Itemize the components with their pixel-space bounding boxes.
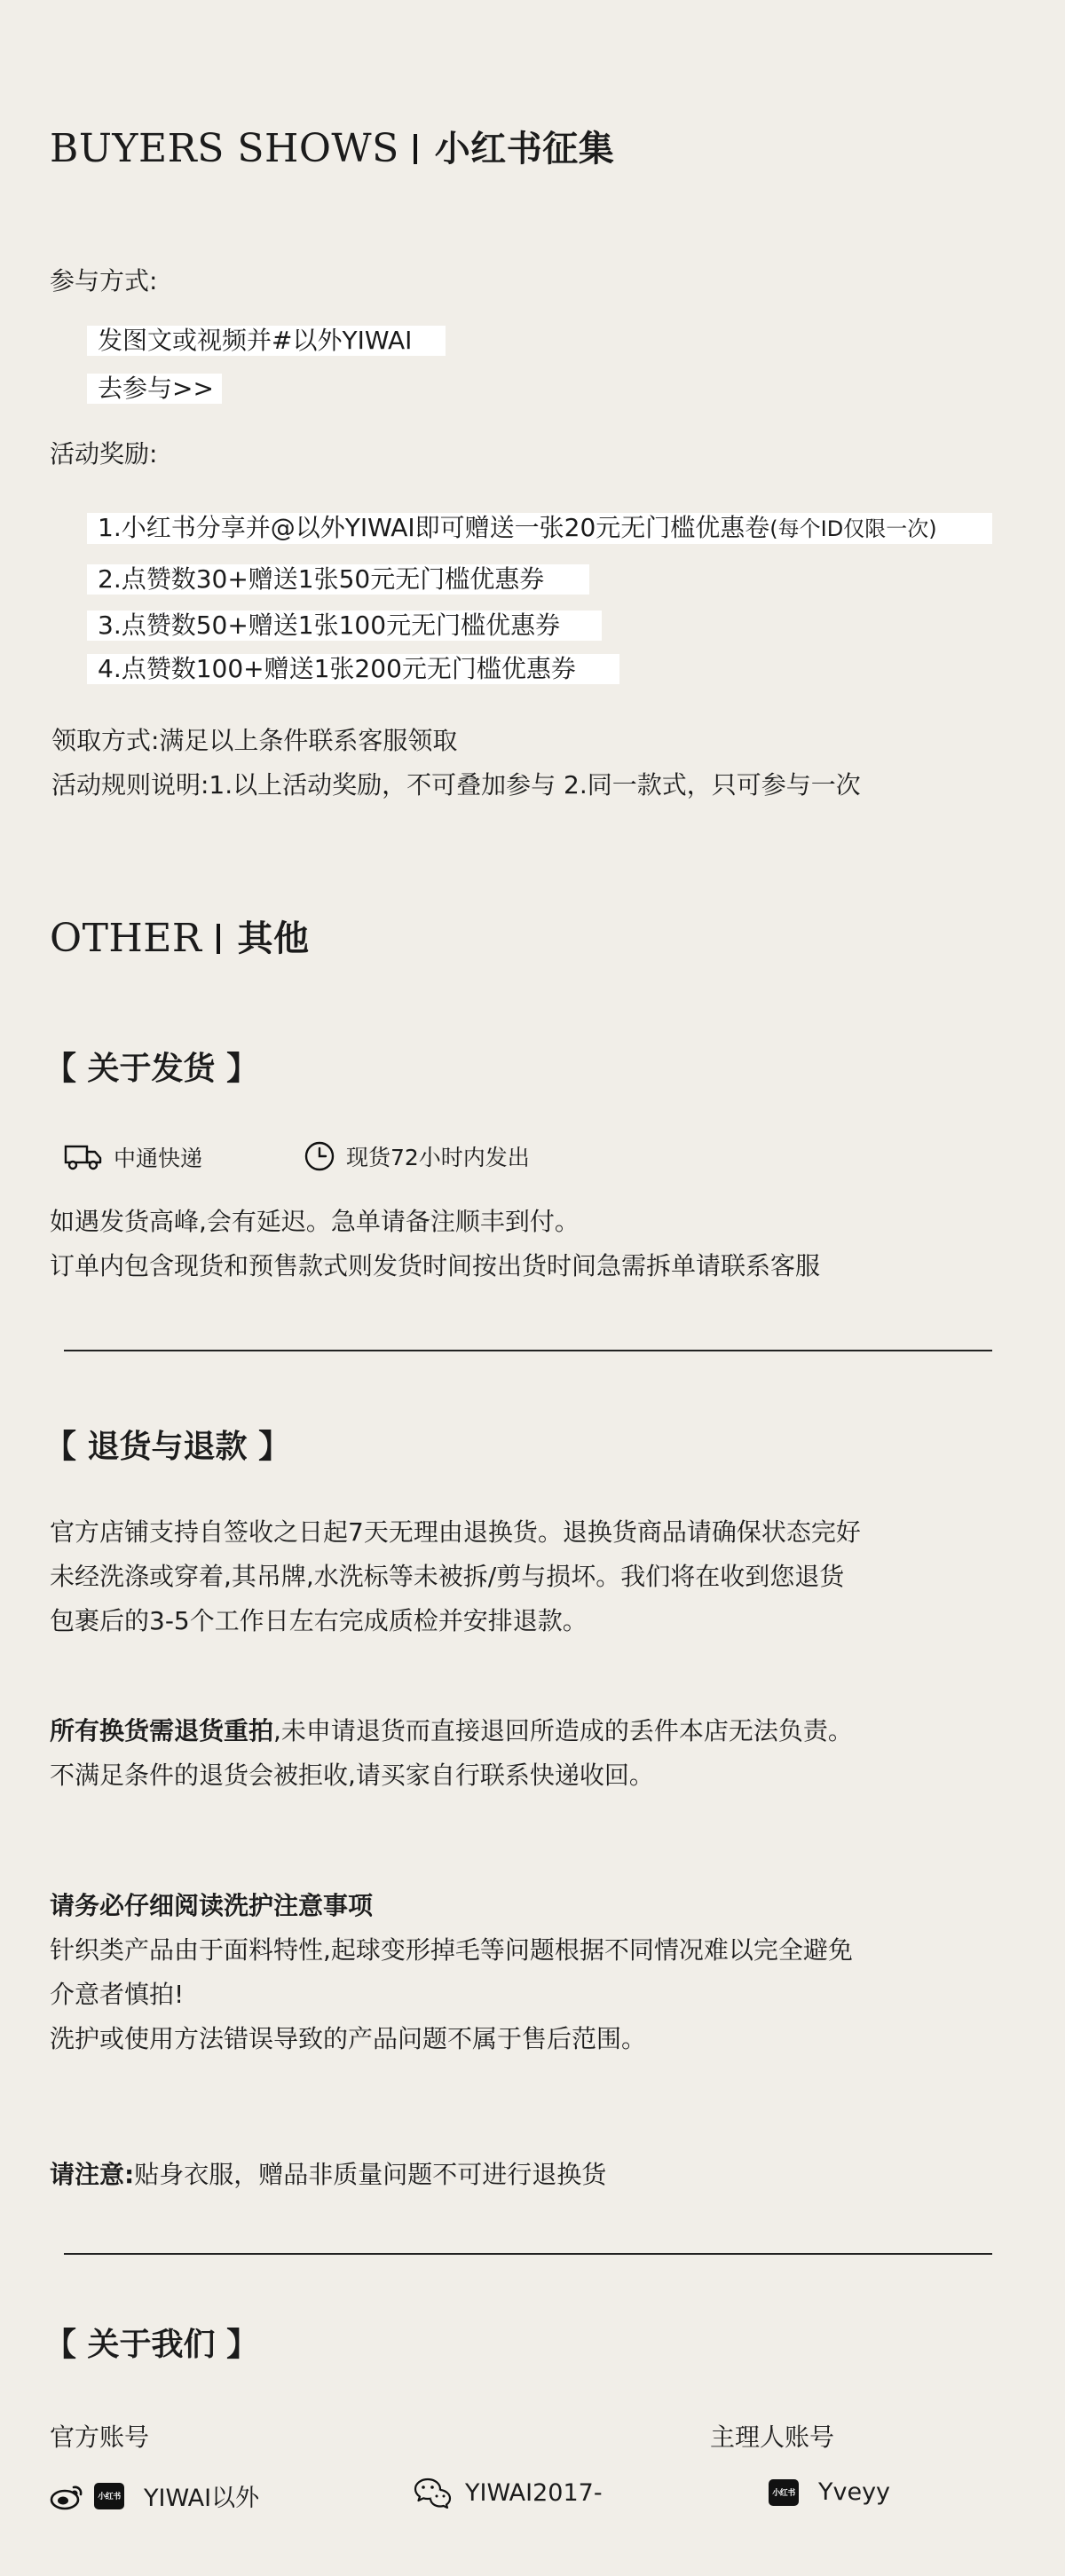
clock-icon <box>304 1140 335 1172</box>
reward-item-3: 3.点赞数50+赠送1张100元无门槛优惠券 <box>87 611 602 641</box>
activity-rules: 活动规则说明:1.以上活动奖励，不可叠加参与 2.同一款式，只可参与一次 <box>51 770 861 800</box>
wechat-icon <box>414 2477 453 2509</box>
wechat-account-name: YIWAI2017- <box>465 2478 603 2507</box>
buyers-shows-heading <box>50 126 615 171</box>
attention-note-label: 请注意: <box>50 2160 135 2189</box>
returns-policy <box>50 1510 861 1643</box>
care-notice-title <box>50 1884 853 1928</box>
xiaohongshu-icon: 小红书 <box>769 2479 799 2506</box>
care-notice-line-2: 介意者慎拍! <box>50 1980 185 2009</box>
host-account-label: 主理人账号 <box>710 2422 835 2452</box>
weibo-icon <box>50 2482 85 2510</box>
reward-item-4: 4.点赞数100+赠送1张200元无门槛优惠券 <box>87 654 619 684</box>
shipping-notes <box>50 1200 820 1288</box>
dispatch-time-info <box>304 1140 530 1172</box>
exchange-policy-emphasis: 所有换货需退货重拍 <box>50 1716 274 1745</box>
official-account[interactable] <box>50 2478 259 2513</box>
courier-name: 中通快递 <box>114 1146 203 1171</box>
care-notice-title-text: 请务必仔细阅读洗护注意事项 <box>50 1891 374 1920</box>
other-title-en: OTHER <box>50 916 202 961</box>
official-account-name: YIWAI以外 <box>144 2485 260 2512</box>
exchange-policy <box>50 1709 853 1798</box>
title-separator <box>414 134 417 164</box>
host-account-name: Yveyy <box>818 2478 891 2506</box>
reward-item-1-note: (每个ID仅限一次) <box>769 516 937 541</box>
method-label: 参与方式: <box>50 266 158 295</box>
reward-item-2: 2.点赞数30+赠送1张50元无门槛优惠券 <box>87 564 589 595</box>
wechat-account[interactable] <box>414 2477 603 2509</box>
shipping-note-1: 如遇发货高峰,会有延迟。急单请备注顺丰到付。 <box>50 1207 580 1236</box>
exchange-policy-line-2: 不满足条件的退货会被拒收,请买家自行联系快递收回。 <box>50 1761 654 1790</box>
returns-title: 【 退货与退款 】 <box>44 1429 291 1465</box>
xiaohongshu-icon: 小红书 <box>94 2483 124 2509</box>
care-notice-line-1: 针织类产品由于面料特性,起球变形掉毛等问题根据不同情况难以完全避免 <box>50 1935 853 1965</box>
reward-label: 活动奖励: <box>50 439 158 469</box>
reward-item-1 <box>87 513 992 544</box>
exchange-policy-line-1 <box>50 1709 853 1753</box>
title-separator <box>217 924 220 954</box>
official-account-label: 官方账号 <box>50 2422 150 2452</box>
divider <box>64 2253 992 2255</box>
courier-info <box>64 1141 202 1173</box>
truck-icon <box>64 1143 103 1171</box>
care-notice <box>50 1884 853 2061</box>
shipping-note-2: 订单内包含现货和预售款式则发货时间按出货时间急需拆单请联系客服 <box>50 1251 821 1280</box>
returns-policy-line-3: 包裹后的3-5个工作日左右完成质检并安排退款。 <box>50 1606 588 1635</box>
other-heading <box>50 916 310 961</box>
about-title: 【 关于我们 】 <box>44 2327 259 2363</box>
buyers-shows-title-en: BUYERS SHOWS <box>50 126 399 171</box>
other-title-cn: 其他 <box>237 918 310 959</box>
reward-item-1-main: 1.小红书分享并@以外YIWAI即可赠送一张20元无门槛优惠卷 <box>98 513 770 542</box>
care-notice-line-3: 洗护或使用方法错误导致的产品问题不属于售后范围。 <box>50 2024 647 2053</box>
attention-note-line <box>50 2153 606 2197</box>
claim-method: 领取方式:满足以上条件联系客服领取 <box>51 726 458 755</box>
dispatch-time: 现货72小时内发出 <box>346 1145 530 1170</box>
attention-note <box>50 2153 606 2197</box>
buyers-shows-title-cn: 小红书征集 <box>434 129 615 169</box>
method-line: 发图文或视频并#以外YIWAI <box>87 326 446 356</box>
host-account[interactable] <box>769 2478 890 2506</box>
join-link[interactable]: 去参与>> <box>87 374 222 404</box>
returns-policy-line-2: 未经洗涤或穿着,其吊牌,水洗标等未被拆/剪与损坏。我们将在收到您退货 <box>50 1562 845 1591</box>
shipping-title: 【 关于发货 】 <box>44 1051 259 1087</box>
returns-policy-line-1: 官方店铺支持自签收之日起7天无理由退换货。退换货商品请确保状态完好 <box>50 1517 861 1547</box>
divider <box>64 1350 992 1351</box>
attention-note-text: 贴身衣服，赠品非质量问题不可进行退换货 <box>134 2160 607 2189</box>
exchange-policy-rest: ,未申请退货而直接退回所造成的丢件本店无法负责。 <box>273 1716 853 1745</box>
